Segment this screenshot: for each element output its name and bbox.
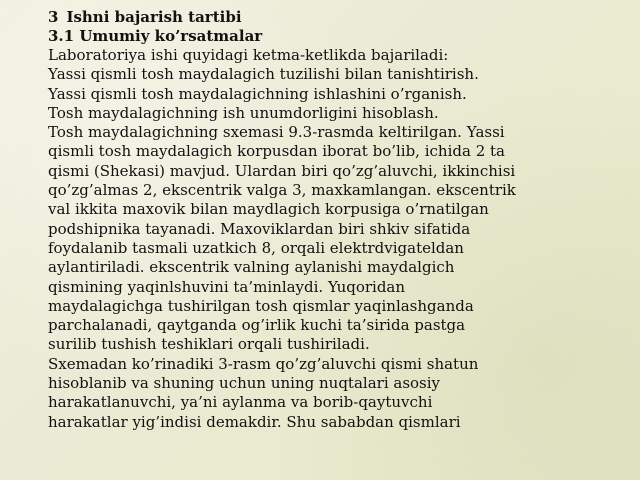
section-title: Ishni bajarish tartibi <box>66 8 242 26</box>
document-page <box>48 8 638 432</box>
body-text <box>48 46 638 432</box>
text-line: maydalagichga tushirilgan tosh qismlar yaqinlashganda <box>48 296 474 315</box>
text-line: harakatlar yig’indisi demakdir. Shu sababdan qismlari <box>48 412 461 431</box>
text-line: Yassi qismli tosh maydalagichning ishlashini o’rganish. <box>48 84 467 103</box>
text-line: Laboratoriya ishi quyidagi ketma-ketlikda bajariladi: <box>48 46 449 64</box>
text-line: aylantiriladi. ekscentrik valning aylanishi maydalgich <box>48 258 455 277</box>
text-line: qismi (Shekasi) mavjud. Ulardan biri qo’zg’aluvchi, ikkinchisi <box>48 161 516 180</box>
text-line: surilib tushish teshiklari orqali tushiriladi. <box>48 335 370 354</box>
text-line: Tosh maydalagichning sxemasi 9.3-rasmda keltirilgan. Yassi <box>48 123 505 142</box>
text-line: qismining yaqinlshuvini ta’minlaydi. Yuqoridan <box>48 277 406 296</box>
text-line: Yassi qismli tosh maydalagich tuzilishi bilan tanishtirish. <box>48 65 479 84</box>
text-line: Tosh maydalagichning ish unumdorligini hisoblash. <box>48 103 439 122</box>
text-line: Sxemadan ko’rinadiki 3-rasm qo’zg’aluvchi qismi shatun <box>48 354 479 373</box>
section-heading <box>48 8 638 27</box>
text-line: val ikkita maxovik bilan maydlagich korpusiga o’rnatilgan <box>48 200 489 219</box>
text-line: hisoblanib va shuning uchun uning nuqtalari asosiy <box>48 374 441 393</box>
section-number: 3 <box>48 8 59 26</box>
text-line: parchalanadi, qaytganda og’irlik kuchi ta’sirida pastga <box>48 316 466 335</box>
text-line: podshipnika tayanadi. Maxoviklardan biri shkiv sifatida <box>48 219 471 238</box>
subsection-heading: 3.1 Umumiy ko’rsatmalar <box>48 27 263 45</box>
text-line: qo’zg’almas 2, ekscentrik valga 3, maxkamlangan. ekscentrik <box>48 181 516 200</box>
text-line: harakatlanuvchi, ya’ni aylanma va borib-qaytuvchi <box>48 393 433 412</box>
text-line: qismli tosh maydalagich korpusdan iborat bo’lib, ichida 2 ta <box>48 142 505 161</box>
text-line: foydalanib tasmali uzatkich 8, orqali elektrdvigateldan <box>48 238 464 257</box>
